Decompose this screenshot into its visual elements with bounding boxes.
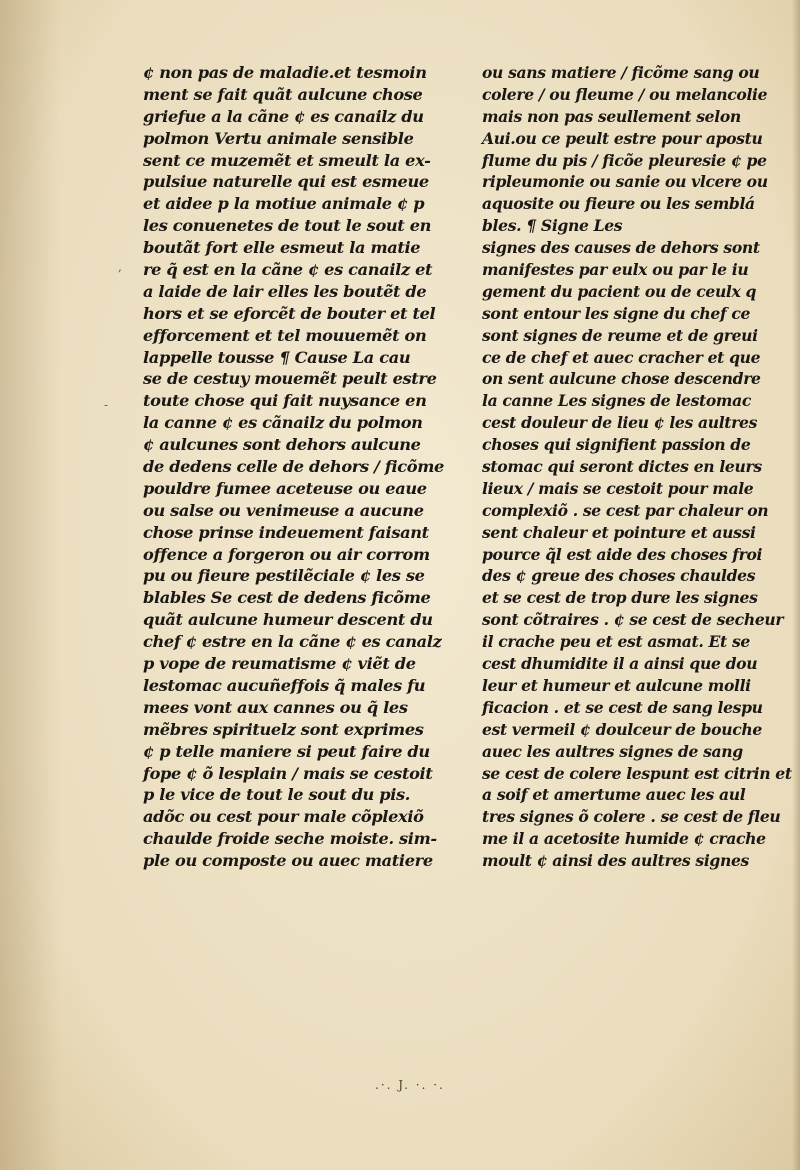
text-line: cest dhumidite il a ainsi que dou — [482, 654, 758, 674]
footer-mark: .·. J. ·. ·. — [375, 1078, 445, 1092]
text-line: mẽbres spirituelz sont exprimes — [143, 719, 424, 739]
text-line: mees vont aux cannes ou q̃ les — [143, 697, 408, 717]
text-line: et aidee p la motiue animale ¢ p — [143, 194, 425, 214]
text-line: hors et se eforcẽt de bouter et tel — [143, 303, 436, 323]
text-line: colere / ou fleume / ou melancolie — [482, 84, 768, 104]
text-line: pouldre fumee aceteuse ou eaue — [143, 478, 427, 498]
text-line: bles. ¶ Signe Les — [482, 216, 623, 236]
text-line: griefue a la cãne ¢ es canailz du — [143, 106, 424, 126]
text-line: leur et humeur et aulcune molli — [482, 675, 751, 695]
text-line: tres signes õ colere . se cest de fleu — [482, 807, 781, 827]
text-line: lestomac aucuñeffois q̃ males fu — [143, 675, 426, 695]
text-line: efforcement et tel mouuemẽt on — [143, 325, 427, 345]
text-line: ce de chef et auec cracher et que — [482, 347, 761, 367]
text-line: sont entour les signe du chef ce — [482, 303, 751, 323]
text-line: Aui.ou ce peult estre pour apostu — [482, 128, 763, 148]
text-line: polmon Vertu animale sensible — [143, 128, 414, 148]
text-line: ou sans matiere / ficõme sang ou — [482, 63, 760, 82]
text-line: ¢ non pas de maladie.et tesmoin — [143, 63, 427, 82]
text-line: lappelle tousse ¶ Cause La cau — [143, 347, 411, 367]
text-line: me il a acetosite humide ¢ crache — [482, 829, 766, 849]
text-line: p vope de reumatisme ¢ viẽt de — [143, 654, 416, 674]
text-line: pu ou fieure pestilẽciale ¢ les se — [143, 566, 425, 586]
text-line: la canne ¢ es cãnailz du polmon — [143, 413, 423, 433]
text-line: on sent aulcune chose descendre — [482, 369, 761, 389]
text-line: ou salse ou venimeuse a aucune — [143, 500, 424, 520]
text-line: quãt aulcune humeur descent du — [143, 610, 433, 630]
text-line: signes des causes de dehors sont — [482, 238, 760, 258]
text-line: sont signes de reume et de greui — [482, 325, 758, 345]
text-line: aquosite ou fieure ou les semblá — [482, 194, 755, 214]
text-line: ripleumonie ou sanie ou vlcere ou — [482, 172, 768, 192]
text-line: ¢ aulcunes sont dehors aulcune — [143, 435, 421, 455]
text-line: gement du pacient ou de ceulx q — [482, 281, 757, 301]
margin-mark: ‑ — [104, 398, 109, 412]
text-line: a laide de lair elles les boutẽt de — [143, 281, 427, 301]
text-line: des ¢ greue des choses chauldes — [482, 566, 756, 586]
text-line: ¢ p telle maniere si peut faire du — [143, 741, 430, 761]
text-line: a soif et amertume auec les aul — [482, 785, 746, 805]
text-line: cest douleur de lieu ¢ les aultres — [482, 413, 758, 433]
text-line: boutãt fort elle esmeut la matie — [143, 238, 421, 258]
text-line: il crache peu et est asmat. Et se — [482, 632, 750, 652]
text-line: flume du pis / ficõe pleuresie ¢ pe — [482, 150, 767, 170]
text-line: stomac qui seront dictes en leurs — [482, 457, 762, 477]
text-line: se de cestuy mouemẽt peult estre — [143, 369, 437, 389]
text-line: pulsiue naturelle qui est esmeue — [143, 172, 429, 192]
text-line: ficacion . et se cest de sang lespu — [482, 697, 763, 717]
text-line: sont cõtraires . ¢ se cest de secheur — [482, 610, 784, 630]
gutter-shadow — [0, 0, 60, 1170]
text-line: pource q̃l est aide des choses froi — [482, 544, 763, 564]
text-line: re q̃ est en la cãne ¢ es canailz et — [143, 260, 433, 280]
text-line: complexiõ . se cest par chaleur on — [482, 500, 769, 520]
margin-mark: , — [118, 260, 122, 274]
text-line: lieux / mais se cestoit pour male — [482, 478, 754, 498]
text-line: ple ou composte ou auec matiere — [143, 851, 433, 871]
text-line: mais non pas seullement selon — [482, 106, 741, 126]
text-line: fope ¢ õ lesplain / mais se cestoit — [143, 763, 433, 783]
text-column-right — [482, 62, 794, 872]
text-line: chose prinse indeuement faisant — [143, 522, 429, 542]
text-column-left — [143, 62, 477, 872]
text-line: offence a forgeron ou air corrom — [143, 544, 430, 564]
text-line: adõc ou cest pour male cõplexiõ — [143, 807, 424, 827]
text-line: ment se fait quãt aulcune chose — [143, 84, 423, 104]
text-line: choses qui signifient passion de — [482, 435, 751, 455]
text-line: p le vice de tout le sout du pis. — [143, 785, 411, 805]
text-line: auec les aultres signes de sang — [482, 741, 743, 761]
text-line: la canne Les signes de lestomac — [482, 391, 751, 411]
text-line: sent chaleur et pointure et aussi — [482, 522, 756, 542]
text-line: est vermeil ¢ doulceur de bouche — [482, 719, 762, 739]
text-line: se cest de colere lespunt est citrin et — [482, 763, 792, 783]
text-line: de dedens celle de dehors / ficõme — [143, 457, 444, 477]
text-line: moult ¢ ainsi des aultres signes — [482, 851, 749, 871]
text-line: blables Se cest de dedens ficõme — [143, 588, 431, 608]
text-line: chaulde froide seche moiste. sim- — [143, 829, 437, 849]
text-line: chef ¢ estre en la cãne ¢ es canalz — [143, 632, 442, 652]
text-line: et se cest de trop dure les signes — [482, 588, 758, 608]
text-line: manifestes par eulx ou par le iu — [482, 260, 749, 280]
text-line: toute chose qui fait nuysance en — [143, 391, 427, 411]
text-line: sent ce muzemẽt et smeult la ex- — [143, 150, 431, 170]
text-line: les conuenetes de tout le sout en — [143, 216, 432, 236]
